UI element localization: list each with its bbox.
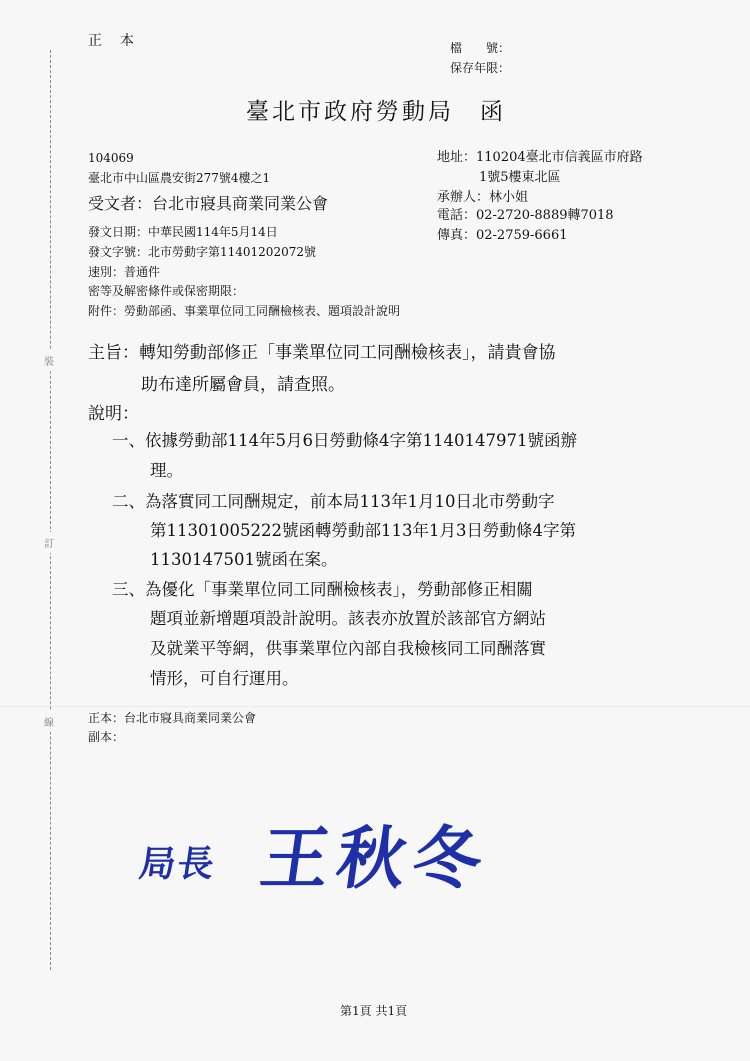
- item-3-line-3: 及就業平等網，供事業單位內部自我檢核同工同酬落實: [150, 639, 546, 658]
- signature-name: 王秋冬: [255, 820, 495, 899]
- item-3-line-2: 題項並新增題項設計說明。該表亦放置於該部官方網站: [150, 609, 546, 628]
- fax: 傳真：02-2759-6661: [437, 228, 568, 243]
- subject-line-2: 助布達所屬會員，請查照。: [141, 375, 345, 395]
- postal-code: 104069: [88, 151, 134, 165]
- page-footer: 第1頁 共1頁: [340, 1004, 408, 1018]
- distribution-original: 正本：台北市寢具商業同業公會: [88, 711, 257, 725]
- attachments: 附件：勞動部函、事業單位同工同酬檢核表、題項設計說明: [88, 304, 401, 318]
- handler: 承辦人：林小姐: [437, 190, 529, 205]
- issue-date: 發文日期：中華民國114年5月14日: [88, 225, 278, 239]
- document-number: 發文字號：北市勞動字第11401202072號: [88, 245, 316, 259]
- signature-title: 局長: [136, 844, 219, 885]
- recipient-address: 臺北市中山區農安街277號4樓之1: [88, 171, 271, 185]
- recipient-name: 受文者：台北市寢具商業同業公會: [88, 194, 329, 213]
- sender-address-line2: 1號5樓東北區: [479, 170, 561, 185]
- copy-mark: 正 本: [88, 33, 136, 49]
- subject-line-1: 主旨：轉知勞動部修正「事業單位同工同酬檢核表」，請貴會協: [88, 343, 556, 363]
- fold-crease: [0, 706, 750, 707]
- item-3-line-4: 情形，可自行運用。: [150, 669, 299, 688]
- phone: 電話：02-2720-8889轉7018: [437, 208, 614, 223]
- item-1-line-1: 一、依據勞動部114年5月6日勞動條4字第1140147971號函辦: [112, 431, 577, 450]
- item-2-line-3: 1130147501號函在案。: [150, 550, 338, 569]
- delivery-speed: 速別：普通件: [88, 265, 161, 279]
- item-1-line-2: 理。: [150, 461, 183, 480]
- item-2-line-2: 第11301005222號函轉勞動部113年1月3日勞動條4字第: [150, 521, 576, 540]
- secrecy-level: 密等及解密條件或保密期限：: [88, 284, 245, 298]
- file-number-label: 檔 號：: [450, 41, 511, 55]
- item-3-line-1: 三、為優化「事業單位同工同酬檢核表」，勞動部修正相關: [112, 580, 533, 599]
- binding-line: [50, 50, 51, 970]
- sender-address-line1: 地址：110204臺北市信義區市府路: [437, 150, 643, 165]
- distribution-copy: 副本：: [88, 730, 125, 744]
- page-title: 臺北市政府勞動局 函: [246, 99, 506, 125]
- explanation-heading: 說明：: [88, 404, 139, 424]
- item-2-line-1: 二、為落實同工同酬規定，前本局113年1月10日北市勞動字: [112, 492, 555, 511]
- seam-mark-staple: 訂: [44, 532, 54, 553]
- retention-label: 保存年限：: [450, 61, 511, 75]
- seam-mark-bind: 裝: [44, 350, 54, 371]
- seam-mark-line: 線: [44, 711, 54, 732]
